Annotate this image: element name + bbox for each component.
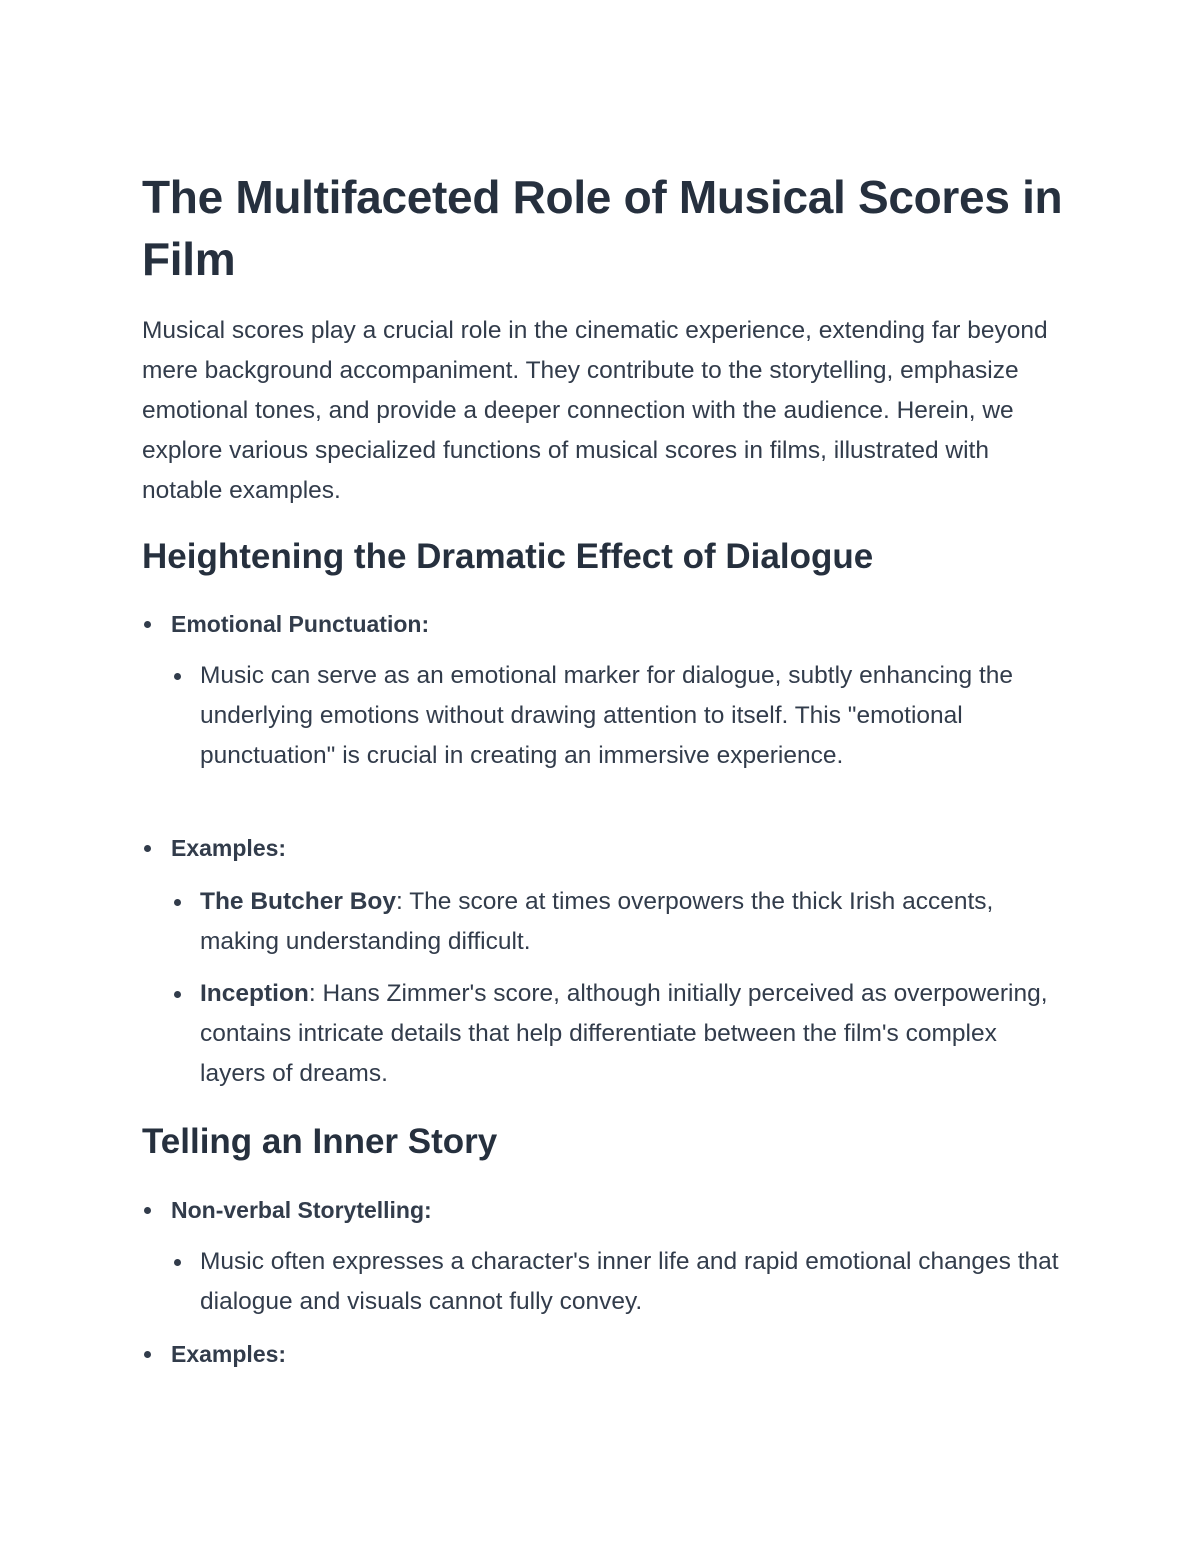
example-title: The Butcher Boy [200,888,397,915]
document-title: The Multifaceted Role of Musical Scores in Film [142,171,1063,285]
list-item-non-verbal-storytelling-text [171,1242,1066,1322]
list-item-example-inception [171,974,1066,1094]
example-text: : Hans Zimmer's score, although initially perceived as overpowering, contains intricate details that help differentiate between the film's complex layers of dreams. [200,980,1048,1087]
bullet-icon [144,1351,151,1358]
intro-paragraph: Musical scores play a crucial role in the cinematic experience, extending far beyond mere background accompaniment. They contribute to the storytelling, emphasize emotional tones, and provide a deeper connection with the audience. Herein, we explore various specialized functions of musical scores in films, illustrated with notable examples. [142,317,1048,504]
bullet-icon [174,991,181,998]
list-item-emotional-punctuation-text [171,656,1066,776]
list-item-label: Emotional Punctuation: [171,611,430,637]
section-heading-dialogue: Heightening the Dramatic Effect of Dialogue [142,537,874,576]
section-heading-inner-story: Telling an Inner Story [142,1122,498,1161]
list-item-label: Examples: [171,835,287,861]
bullet-icon [174,673,181,680]
list-item-text: Music often expresses a character's inner life and rapid emotional changes that dialogue and visuals cannot fully convey. [200,1248,1059,1315]
example-text: : The score at times overpowers the thick Irish accents, making understanding difficult. [200,888,994,955]
bullet-icon [174,899,181,906]
list-item-text: Music can serve as an emotional marker for dialogue, subtly enhancing the underlying emotions without drawing attention to itself. This "emotional punctuation" is crucial in creating an immersive experience. [200,662,1014,769]
bullet-icon [174,1259,181,1266]
list-item-example-butcher-boy [171,882,1066,962]
bullet-icon [144,1207,151,1214]
bullet-icon [144,621,151,628]
example-title: Inception [200,980,309,1007]
bullet-icon [144,845,151,852]
list-item-label: Non-verbal Storytelling: [171,1197,432,1223]
list-item-label: Examples: [171,1341,287,1367]
